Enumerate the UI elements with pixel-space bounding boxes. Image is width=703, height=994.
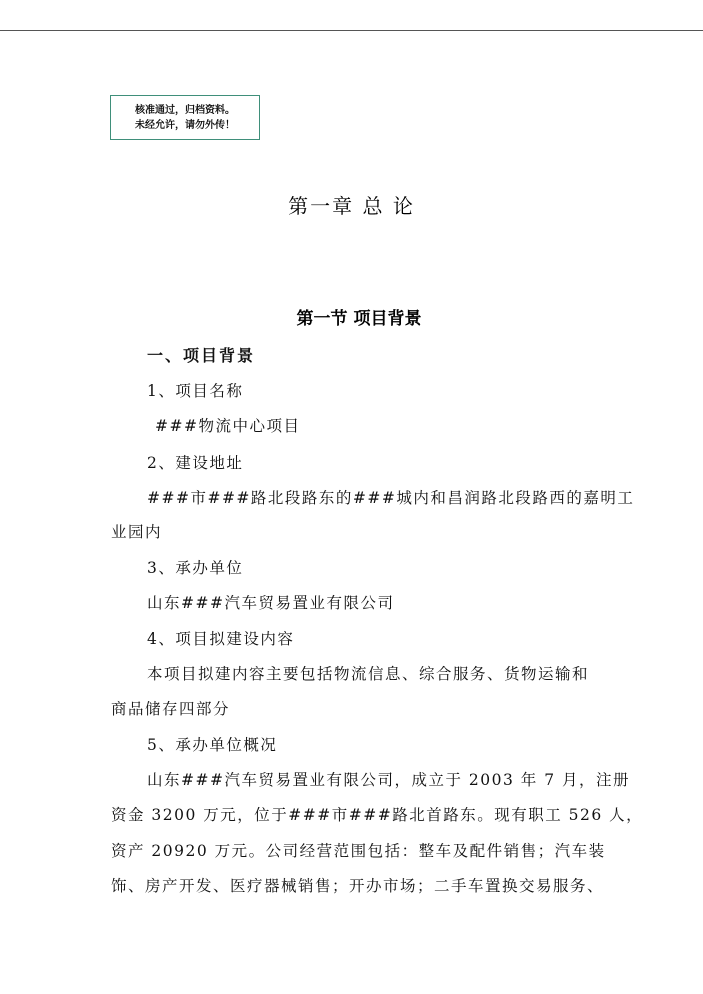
heading-project-background: 一、项目背景: [147, 346, 256, 365]
item-5-para-line-1: 山东###汽车贸易置业有限公司，成立于 2003 年 7 月，注册: [147, 771, 630, 789]
item-1-label: 1、项目名称: [147, 382, 244, 400]
item-3-value: 山东###汽车贸易置业有限公司: [147, 594, 395, 612]
item-3-label: 3、承办单位: [147, 559, 244, 577]
header-rule: [0, 30, 703, 31]
item-4-value-line-1: 本项目拟建内容主要包括物流信息、综合服务、货物运输和: [147, 665, 590, 683]
chapter-title: 第一章 总 论: [288, 194, 415, 218]
item-5-label: 5、承办单位概况: [147, 736, 278, 754]
archive-stamp: [110, 95, 260, 140]
stamp-line-2: 未经允许，请勿外传！: [135, 119, 235, 131]
item-2-value-line-2: 业园内: [111, 523, 163, 541]
stamp-line-1: 核准通过，归档资料。: [135, 104, 235, 116]
item-2-label: 2、建设地址: [147, 454, 244, 472]
item-5-para-line-4: 饰、房产开发、医疗器械销售；开办市场；二手车置换交易服务、: [111, 877, 605, 895]
item-2-value-line-1: ###市###路北段路东的###城内和昌润路北段路西的嘉明工: [147, 489, 635, 507]
item-1-value: ###物流中心项目: [155, 417, 301, 435]
section-title: 第一节 项目背景: [296, 309, 422, 329]
item-5-para-line-3: 资产 20920 万元。公司经营范围包括：整车及配件销售；汽车装: [111, 842, 606, 860]
item-5-para-line-2: 资金 3200 万元，位于###市###路北首路东。现有职工 526 人，: [111, 806, 644, 824]
item-4-label: 4、项目拟建设内容: [147, 630, 295, 648]
item-4-value-line-2: 商品储存四部分: [111, 700, 231, 718]
